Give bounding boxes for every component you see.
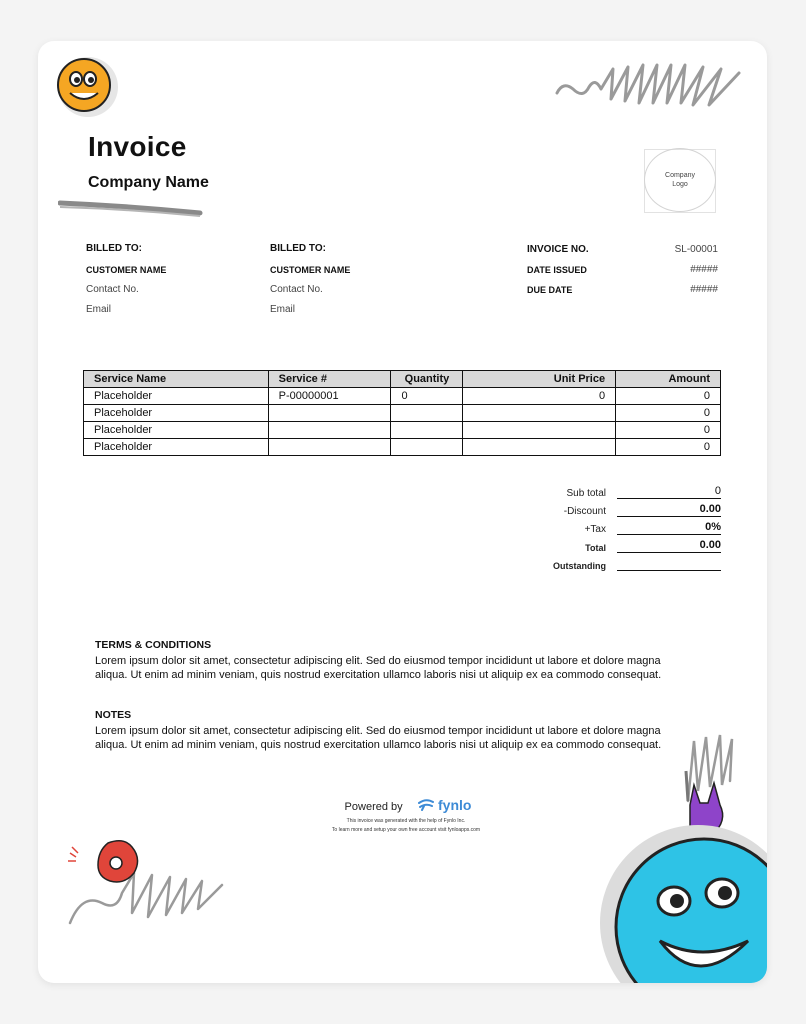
fynlo-brand: fynlo	[438, 797, 472, 813]
cell-unit-price	[463, 405, 616, 422]
col-amount: Amount	[616, 371, 721, 388]
cell-unit-price	[463, 422, 616, 439]
discount-row	[526, 499, 721, 517]
ok-hand-sticker-icon	[62, 833, 232, 933]
cell-service-number	[268, 405, 391, 422]
document-title: Invoice	[88, 131, 187, 162]
cell-amount: 0	[616, 388, 721, 405]
tax-label: +Tax	[584, 524, 606, 535]
discount-value: 0.00	[617, 503, 721, 517]
squiggle-doodle-icon	[553, 59, 748, 109]
date-issued-label: DATE ISSUED	[527, 265, 587, 275]
total-row	[526, 535, 721, 553]
company-logo-text: Company Logo	[665, 172, 695, 188]
col-service-name: Service Name	[84, 371, 269, 388]
cell-amount: 0	[616, 439, 721, 456]
tax-row	[526, 517, 721, 535]
blue-smiley-sticker-icon	[598, 731, 767, 983]
invoice-no-label: INVOICE NO.	[527, 244, 589, 255]
cell-amount: 0	[616, 422, 721, 439]
powered-by-text: Powered by	[344, 801, 403, 813]
fynlo-logo-icon	[418, 799, 434, 811]
customer-name: CUSTOMER NAME	[270, 265, 351, 275]
due-date-value: #####	[690, 284, 718, 295]
cell-quantity	[391, 439, 463, 456]
cell-service-name: Placeholder	[84, 439, 269, 456]
terms-body: Lorem ipsum dolor sit amet, consectetur adipiscing elit. Sed do eiusmod tempor incididunt ut labore et dolore magna aliqua. Ut enim ad minim veniam, quis nostrud exercitation ullamco laboris nisi ut aliquip ex ea commodo consequat.	[95, 655, 662, 681]
pencil-stroke-icon	[58, 196, 204, 218]
company-logo-placeholder	[644, 148, 716, 212]
cell-quantity	[391, 422, 463, 439]
due-date-label: DUE DATE	[527, 285, 573, 295]
discount-label: -Discount	[563, 506, 606, 517]
invoice-sheet	[38, 41, 767, 983]
outstanding-row	[526, 553, 721, 571]
total-value: 0.00	[617, 539, 721, 553]
subtotal-row	[526, 481, 721, 499]
customer-name: CUSTOMER NAME	[86, 265, 167, 275]
outstanding-label: Outstanding	[553, 561, 606, 571]
invoice-no-value: SL-00001	[674, 244, 718, 255]
table-row	[84, 405, 721, 422]
terms-section	[95, 639, 675, 682]
cell-service-name: Placeholder	[84, 422, 269, 439]
outstanding-value	[617, 559, 721, 571]
table-row	[84, 422, 721, 439]
email: Email	[270, 304, 296, 315]
billed-to-block-1	[86, 243, 166, 315]
smiley-sticker-icon	[50, 55, 122, 119]
contact-no: Contact No.	[270, 284, 323, 295]
contact-no: Contact No.	[86, 284, 139, 295]
cell-unit-price: 0	[463, 388, 616, 405]
cell-service-number	[268, 439, 391, 456]
date-issued-value: #####	[690, 264, 718, 275]
cell-service-number	[268, 422, 391, 439]
cell-service-number: P-00000001	[268, 388, 391, 405]
tax-value: 0%	[617, 521, 721, 535]
footer-line-1: This invoice was generated with the help of Fynlo Inc.	[346, 818, 466, 824]
subtotal-value: 0	[617, 485, 721, 499]
company-name: Company Name	[88, 174, 209, 191]
powered-by	[288, 797, 528, 815]
line-items-table	[83, 370, 721, 456]
billed-to-heading: BILLED TO:	[270, 243, 326, 254]
cell-service-name: Placeholder	[84, 388, 269, 405]
notes-heading: NOTES	[95, 709, 132, 721]
subtotal-label: Sub total	[566, 488, 606, 499]
summary-block	[526, 481, 721, 571]
total-label: Total	[585, 543, 606, 553]
table-header-row	[84, 371, 721, 388]
col-unit-price: Unit Price	[463, 371, 616, 388]
col-quantity: Quantity	[391, 371, 463, 388]
footer-line-2: To learn more and setup your own free account visit fynloapps.com	[331, 827, 481, 833]
billed-to-block-2	[270, 243, 350, 315]
billed-to-heading: BILLED TO:	[86, 243, 142, 254]
notes-section	[95, 709, 675, 752]
cell-quantity	[391, 405, 463, 422]
notes-body: Lorem ipsum dolor sit amet, consectetur adipiscing elit. Sed do eiusmod tempor incididunt ut labore et dolore magna aliqua. Ut enim ad minim veniam, quis nostrud exercitation ullamco laboris nisi ut aliquip ex ea commodo consequat.	[95, 725, 662, 751]
table-row	[84, 439, 721, 456]
terms-heading: TERMS & CONDITIONS	[95, 639, 212, 651]
col-service-number: Service #	[268, 371, 391, 388]
cell-unit-price	[463, 439, 616, 456]
cell-amount: 0	[616, 405, 721, 422]
cell-service-name: Placeholder	[84, 405, 269, 422]
cell-quantity: 0	[391, 388, 463, 405]
email: Email	[86, 304, 112, 315]
table-row	[84, 388, 721, 405]
